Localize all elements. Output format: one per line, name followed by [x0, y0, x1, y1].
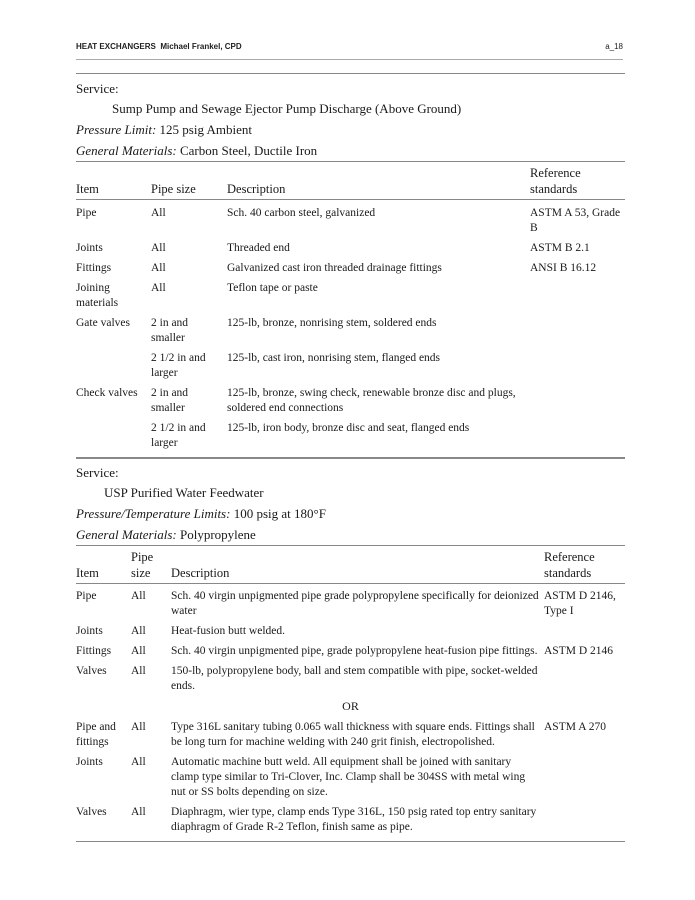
- cell-size: All: [131, 665, 146, 677]
- cell-reference: ASTM A 53, Grade B: [530, 207, 621, 234]
- service-name: Sump Pump and Sewage Ejector Pump Discharge (Above Ground): [112, 101, 462, 116]
- cell-item: Pipe: [76, 590, 97, 602]
- materials-value: Polypropylene: [179, 527, 256, 542]
- header-item: Item: [76, 546, 131, 584]
- pressure-limit-line: [76, 119, 625, 140]
- header-description: Description: [171, 546, 544, 584]
- section-sump-pump: [76, 73, 625, 459]
- cell-reference: [530, 281, 625, 316]
- cell-description: Type 316L sanitary tubing 0.065 wall thickness with square ends. Fittings shall be long turn for machine welding with 240 grit finish, electropolished.: [171, 721, 535, 748]
- table-row: [76, 805, 625, 840]
- materials-value: Carbon Steel, Ductile Iron: [179, 143, 318, 158]
- cell-size: All: [131, 645, 146, 657]
- header-item: Item: [76, 162, 151, 200]
- cell-item: Pipe: [76, 207, 97, 219]
- cell-item: Gate valves: [76, 317, 130, 329]
- cell-item: Joints: [76, 242, 103, 254]
- service-label: Service:: [76, 81, 119, 96]
- cell-size: All: [131, 590, 146, 602]
- table-row: [76, 720, 625, 755]
- cell-reference: [544, 805, 625, 840]
- table-row: [76, 281, 625, 316]
- cell-size: All: [151, 207, 166, 219]
- cell-reference: [530, 386, 625, 421]
- cell-reference: [544, 755, 625, 805]
- header-reference: Reference standards: [544, 546, 625, 584]
- table-row: [76, 351, 625, 386]
- or-separator: OR: [342, 699, 359, 713]
- author-name: Michael Frankel, CPD: [160, 42, 242, 51]
- service-label: Service:: [76, 465, 119, 480]
- table-row: [76, 386, 625, 421]
- cell-description: Heat-fusion butt welded.: [171, 625, 286, 637]
- section-usp-water: [76, 457, 625, 842]
- cell-size: 2 1/2 in and larger: [151, 422, 206, 449]
- cell-reference: ASTM A 270: [544, 721, 606, 733]
- cell-size: All: [151, 242, 166, 254]
- pressure-temp-value: 100 psig at 180°F: [233, 506, 326, 521]
- table-row: [76, 261, 625, 281]
- cell-reference: ASTM D 2146: [544, 645, 614, 657]
- cell-reference: ANSI B 16.12: [530, 262, 597, 274]
- cell-reference: ASTM D 2146, Type I: [544, 590, 616, 617]
- cell-description: Sch. 40 virgin unpigmented pipe, grade polypropylene heat-fusion pipe fittings.: [171, 645, 538, 657]
- cell-size: All: [131, 756, 146, 768]
- cell-item: Joints: [76, 756, 103, 768]
- cell-item: Fittings: [76, 262, 112, 274]
- pressure-temp-line: [76, 503, 625, 524]
- materials-line: [76, 524, 625, 545]
- table-header-row: [76, 162, 625, 200]
- cell-description: 125-lb, bronze, swing check, renewable bronze disc and plugs, soldered end connections: [227, 387, 516, 414]
- book-title: HEAT EXCHANGERS: [76, 42, 156, 51]
- header-rule: [76, 59, 623, 60]
- cell-item: Valves: [76, 665, 107, 677]
- cell-description: 125-lb, cast iron, nonrising stem, flanged ends: [227, 352, 441, 364]
- cell-item: Pipe and fittings: [76, 721, 116, 748]
- cell-item: Valves: [76, 806, 107, 818]
- table-row: [76, 316, 625, 351]
- table-row: [76, 200, 625, 242]
- page-id: a_18: [605, 42, 623, 51]
- cell-description: 125-lb, iron body, bronze disc and seat, flanged ends: [227, 422, 470, 434]
- table-row: [76, 421, 625, 456]
- cell-size: All: [131, 721, 146, 733]
- service-name: USP Purified Water Feedwater: [104, 485, 264, 500]
- cell-reference: [530, 421, 625, 456]
- spec-table-2: [76, 546, 625, 840]
- cell-reference: [530, 316, 625, 351]
- cell-item: [76, 421, 151, 456]
- spec-table-1: [76, 162, 625, 456]
- materials-label: General Materials:: [76, 143, 177, 158]
- section-top-rule: [76, 73, 625, 74]
- cell-item: Fittings: [76, 645, 112, 657]
- table-header-row: [76, 546, 625, 584]
- cell-description: Threaded end: [227, 242, 290, 254]
- cell-reference: [544, 624, 625, 644]
- table-row: [76, 584, 625, 625]
- table-row: [76, 624, 625, 644]
- table-bottom-rule: [76, 841, 625, 842]
- running-head: [76, 42, 623, 58]
- pressure-limit-value: 125 psig Ambient: [159, 122, 252, 137]
- cell-item: Joining materials: [76, 282, 119, 309]
- cell-size: 2 in and smaller: [151, 387, 189, 414]
- header-pipe-size: Pipe size: [131, 546, 171, 584]
- cell-item: Joints: [76, 625, 103, 637]
- cell-description: Automatic machine butt weld. All equipment shall be joined with sanitary clamp type similar to Tri-Clover, Inc. Clamp shall be 304SS with metal wing nut or SS bolts depending on size.: [171, 756, 526, 798]
- table-row: [76, 664, 625, 699]
- table-row: [76, 644, 625, 664]
- section-top-rule: [76, 457, 625, 458]
- pressure-limit-label: Pressure Limit:: [76, 122, 157, 137]
- header-description: Description: [227, 162, 530, 200]
- cell-size: 2 in and smaller: [151, 317, 189, 344]
- header-reference: Reference standards: [530, 162, 625, 200]
- cell-size: All: [131, 806, 146, 818]
- cell-description: Sch. 40 virgin unpigmented pipe grade polypropylene specifically for deionized water: [171, 590, 539, 617]
- cell-item: Check valves: [76, 387, 138, 399]
- cell-description: Galvanized cast iron threaded drainage fittings: [227, 262, 442, 274]
- materials-line: [76, 140, 625, 161]
- running-head-left: [76, 42, 242, 51]
- cell-size: All: [131, 625, 146, 637]
- cell-description: Diaphragm, wier type, clamp ends Type 316L, 150 psig rated top entry sanitary diaphragm of Grade R-2 Teflon, finish same as pipe.: [171, 806, 537, 833]
- header-pipe-size: Pipe size: [151, 162, 227, 200]
- cell-size: All: [151, 282, 166, 294]
- cell-description: Teflon tape or paste: [227, 282, 318, 294]
- or-row: [76, 699, 625, 720]
- cell-size: All: [151, 262, 166, 274]
- cell-size: 2 1/2 in and larger: [151, 352, 206, 379]
- cell-description: Sch. 40 carbon steel, galvanized: [227, 207, 376, 219]
- materials-label: General Materials:: [76, 527, 177, 542]
- table-row: [76, 755, 625, 805]
- cell-description: 125-lb, bronze, nonrising stem, soldered ends: [227, 317, 437, 329]
- cell-reference: [530, 351, 625, 386]
- cell-item: [76, 351, 151, 386]
- pressure-temp-label: Pressure/Temperature Limits:: [76, 506, 231, 521]
- cell-reference: [544, 664, 625, 699]
- cell-reference: ASTM B 2.1: [530, 242, 590, 254]
- table-row: [76, 241, 625, 261]
- cell-description: 150-lb, polypropylene body, ball and stem compatible with pipe, socket-welded ends.: [171, 665, 538, 692]
